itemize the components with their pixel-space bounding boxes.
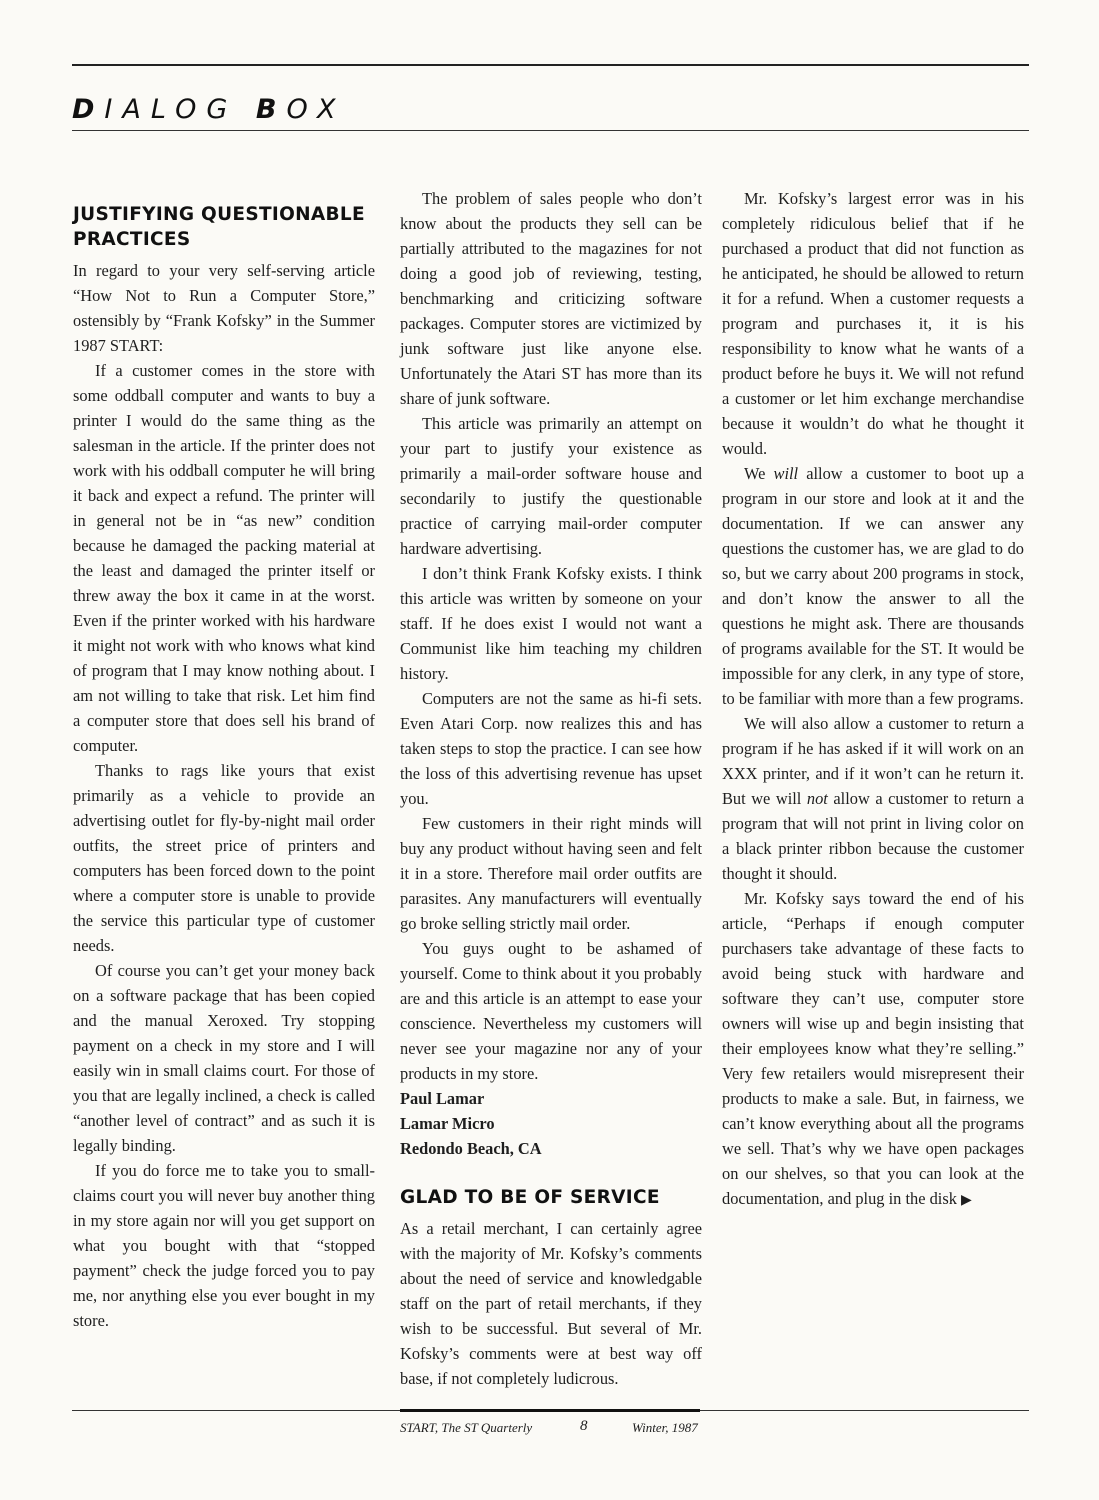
column-2 <box>400 186 702 1391</box>
paragraph: If you do force me to take you to small-claims court you will never buy another thing in my store again nor will you get support on what you bought with that “stopped payment” check the judge forced you to pay me, nor anything else you ever bought in my store. <box>73 1161 375 1330</box>
paragraph: Mr. Kofsky’s largest error was in his completely ridiculous belief that if he purchased a product that did not function as he anticipated, he should be allowed to return it for a refund. When a customer requests a program and purchases it, it is his responsibility to know what he wants of a product before he buys it. We will not refund a customer or let him exchange merchandise because it wouldn’t do what he thought it would. <box>722 189 1024 458</box>
paragraph: Computers are not the same as hi-fi sets. Even Atari Corp. now realizes this and has taken steps to stop the practice. I can see how the loss of this advertising revenue has upset you. <box>400 689 702 808</box>
emphasis: not <box>806 789 828 808</box>
issue-date: Winter, 1987 <box>632 1420 698 1435</box>
publication-name: START, The ST Quarterly <box>400 1420 533 1435</box>
paragraph: Few customers in their right minds will buy any product without having seen and felt it in a store. Therefore mail order outfits are parasites. Any manufacturers will eventually go broke selling strictly mail order. <box>400 814 702 933</box>
column-3 <box>722 186 1024 1213</box>
signature-company: Lamar Micro <box>400 1114 495 1133</box>
signature-name: Paul Lamar <box>400 1089 485 1108</box>
paragraph: Of course you can’t get your money back on a software package that has been copied and the manual Xeroxed. Try stopping payment on a check in my store and I will easily win in small claims court. For those of you that are legally inclined, a check is called “another level of contract” and as such it is legally binding. <box>73 961 375 1155</box>
paragraph: Mr. Kofsky says toward the end of his article, “Perhaps if enough computer purchasers take advantage of these facts to avoid being stuck with hardware and software they can’t use, computer store owners will wise up and begin insisting that their employees know what they’re selling.” Very few retailers would misrepresent their products to make a sale. But, in fairness, we can’t know everything about all the programs we sell. That’s why we have open packages on our shelves, so that you can look at the documentation, and plug in the disk ▶ <box>722 889 1024 1208</box>
article-title: JUSTIFYING QUESTIONABLE PRACTICES <box>73 204 365 250</box>
page-number: 8 <box>580 1418 588 1434</box>
paragraph: As a retail merchant, I can certainly agree with the majority of Mr. Kofsky’s comments about the need of service and knowledgable staff on the part of retail merchants, if they wish to be successful. But several of Mr. Kofsky’s comments were at best way off base, if not completely ludicrous. <box>400 1219 702 1388</box>
paragraph: If a customer comes in the store with some oddball computer and wants to buy a printer I would do the same thing as the salesman in the article. If the printer does not work with his oddball computer he will bring it back and expect a refund. The printer will in general not be in “as new” condition because he damaged the packing material at the least and damaged the printer itself or threw away the box it came in at the worst. Even if the printer worked with his hardware it might not work with who knows what kind of program that I may know nothing about. I am not willing to take that risk. Let him find a computer store that does sell his brand of computer. <box>73 361 375 755</box>
paragraph: Thanks to rags like yours that exist primarily as a vehicle to provide an advertising outlet for fly-by-night mail order outfits, the street price of printers and computers has been forced down to the point where a computer store is unable to provide the service this particular type of customer needs. <box>73 761 375 955</box>
emphasis: will <box>773 464 799 483</box>
column-1 <box>73 180 375 1333</box>
continue-arrow-icon: ▶ <box>961 1193 972 1208</box>
paragraph: I don’t think Frank Kofsky exists. I think this article was written by someone on your staff. If he does exist I would not want a Communist like him teaching my children history. <box>400 564 702 683</box>
paragraph: We will also allow a customer to return a program if he has asked if it will work on an XXX printer, and if it won’t can he return it. But we will not allow a customer to return a program that will not print in living color on a black printer ribbon because the customer thought it should. <box>722 714 1024 883</box>
paragraph: You guys ought to be ashamed of yourself. Come to think about it you probably are and this article is an attempt to ease your conscience. Nevertheless my customers will never see your magazine nor any of your products in my store. <box>400 939 702 1083</box>
article-title: GLAD TO BE OF SERVICE <box>400 1187 660 1208</box>
signature-location: Redondo Beach, CA <box>400 1139 542 1158</box>
footer-rule-accent <box>400 1409 700 1412</box>
paragraph: The problem of sales people who don’t know about the products they sell can be partially attributed to the magazines for not doing a good job of reviewing, testing, benchmarking and criticizing software packages. Computer stores are victimized by junk software just like anyone else. Unfortunately the Atari ST has more than its share of junk software. <box>400 189 702 408</box>
top-rule <box>72 64 1029 66</box>
section-header: DIALOG BOX <box>72 94 346 125</box>
paragraph: In regard to your very self-serving article “How Not to Run a Computer Store,” ostensibly by “Frank Kofsky” in the Summer 1987 START: <box>73 261 375 355</box>
paragraph: We will allow a customer to boot up a program in our store and look at it and the documentation. If we can answer any questions the customer has, we are glad to do so, but we carry about 200 programs in stock, and don’t know the answer to all the questions he might ask. There are thousands of programs available for the ST. It would be impossible for any clerk, in any type of store, to be familiar with more than a few programs. <box>722 464 1024 708</box>
paragraph: This article was primarily an attempt on your part to justify your existence as primarily a mail-order software house and secondarily to justify the questionable practice of carrying mail-order computer hardware advertising. <box>400 414 702 558</box>
header-rule <box>72 130 1029 131</box>
